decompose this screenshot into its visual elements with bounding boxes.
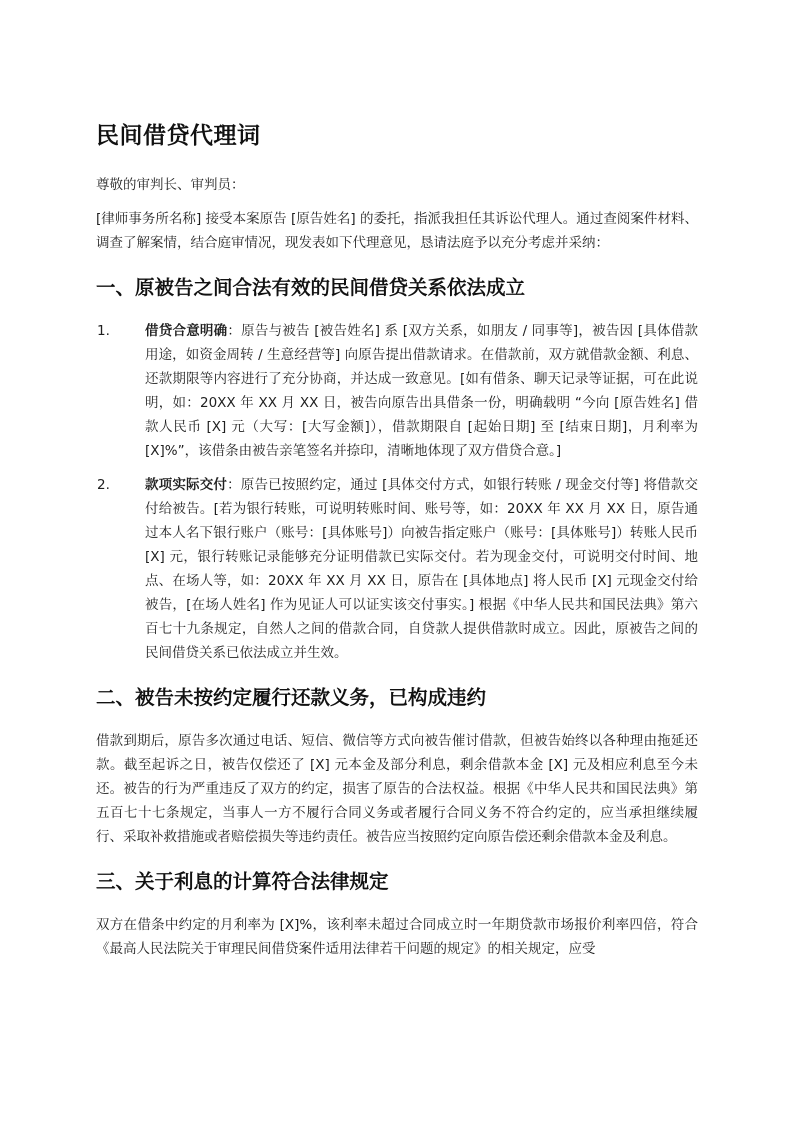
list-item-number: 2.: [97, 477, 110, 493]
section-heading-2: 二、被告未按约定履行还款义务，已构成违约: [96, 686, 487, 709]
list-item-lead: 借贷合意明确: [145, 323, 228, 339]
list-item: [96, 319, 698, 463]
document-title: 民间借贷代理词: [96, 123, 261, 149]
section-heading-1: 一、原被告之间合法有效的民间借贷关系依法成立: [96, 276, 526, 299]
section-3-paragraph: 双方在借条中约定的月利率为 [X]%，该利率未超过合同成立时一年期贷款市场报价利率四倍，符合《最高人民法院关于审理民间借贷案件适用法律若干问题的规定》的相关规定，应受: [96, 917, 698, 957]
list-item-text: ：原告与被告 [被告姓名] 系 [双方关系，如朋友 / 同事等]，被告因 [具体借款用途，如资金周转 / 生意经营等] 向原告提出借款请求。在借款前，双方就借款金额、利息、还款期限等内容进行了充分协商，并达成一致意见。[如有借条、聊天记录等证据，可在此说明，如：20XX 年 XX 月 XX 日，被告向原告出具借条一份，明确载明 “今向 [原告姓名] 借款人民币 [X] 元（大写：[大写金额]），借款期限自 [起始日期] 至 [结束日期]，月利率为 [X]%”，该借条由被告亲笔签名并捺印，清晰地体现了双方借贷合意。]: [145, 323, 698, 459]
section-heading-3: 三、关于利息的计算符合法律规定: [96, 870, 389, 893]
section-1-list: [96, 319, 698, 665]
list-item-lead: 款项实际交付: [145, 477, 228, 493]
section-2-paragraph: 借款到期后，原告多次通过电话、短信、微信等方式向被告催讨借款，但被告始终以各种理由拖延还款。截至起诉之日，被告仅偿还了 [X] 元本金及部分利息，剩余借款本金 [X] 元及相应利息至今未还。被告的行为严重违反了双方的约定，损害了原告的合法权益。根据《中华人民共和国民法典》第五百七十七条规定，当事人一方不履行合同义务或者履行合同义务不符合约定的，应当承担继续履行、采取补救措施或者赔偿损失等违约责任。被告应当按照约定向原告偿还剩余借款本金及利息。: [96, 733, 698, 845]
intro-paragraph: [律师事务所名称] 接受本案原告 [原告姓名] 的委托，指派我担任其诉讼代理人。通过查阅案件材料、调查了解案情，结合庭审情况，现发表如下代理意见，恳请法庭予以充分考虑并采纳：: [96, 211, 698, 251]
list-item-text: ：原告已按照约定，通过 [具体交付方式，如银行转账 / 现金交付等] 将借款交付给被告。[若为银行转账，可说明转账时间、账号等，如：20XX 年 XX 月 XX 日，原告通过本人名下银行账户（账号：[具体账号]）向被告指定账户（账号：[具体账号]）转账人民币 [X] 元，银行转账记录能够充分证明借款已实际交付。若为现金交付，可说明交付时间、地点、在场人等，如：20XX 年 XX 月 XX 日，原告在 [具体地点] 将人民币 [X] 元现金交付给被告，[在场人姓名] 作为见证人可以证实该交付事实。] 根据《中华人民共和国民法典》第六百七十九条规定，自然人之间的借款合同，自贷款人提供借款时成立。因此，原被告之间的民间借贷关系已依法成立并生效。: [145, 477, 698, 661]
list-item-number: 1.: [97, 323, 110, 339]
list-item: [96, 473, 698, 665]
salutation: 尊敬的审判长、审判员：: [96, 177, 245, 193]
